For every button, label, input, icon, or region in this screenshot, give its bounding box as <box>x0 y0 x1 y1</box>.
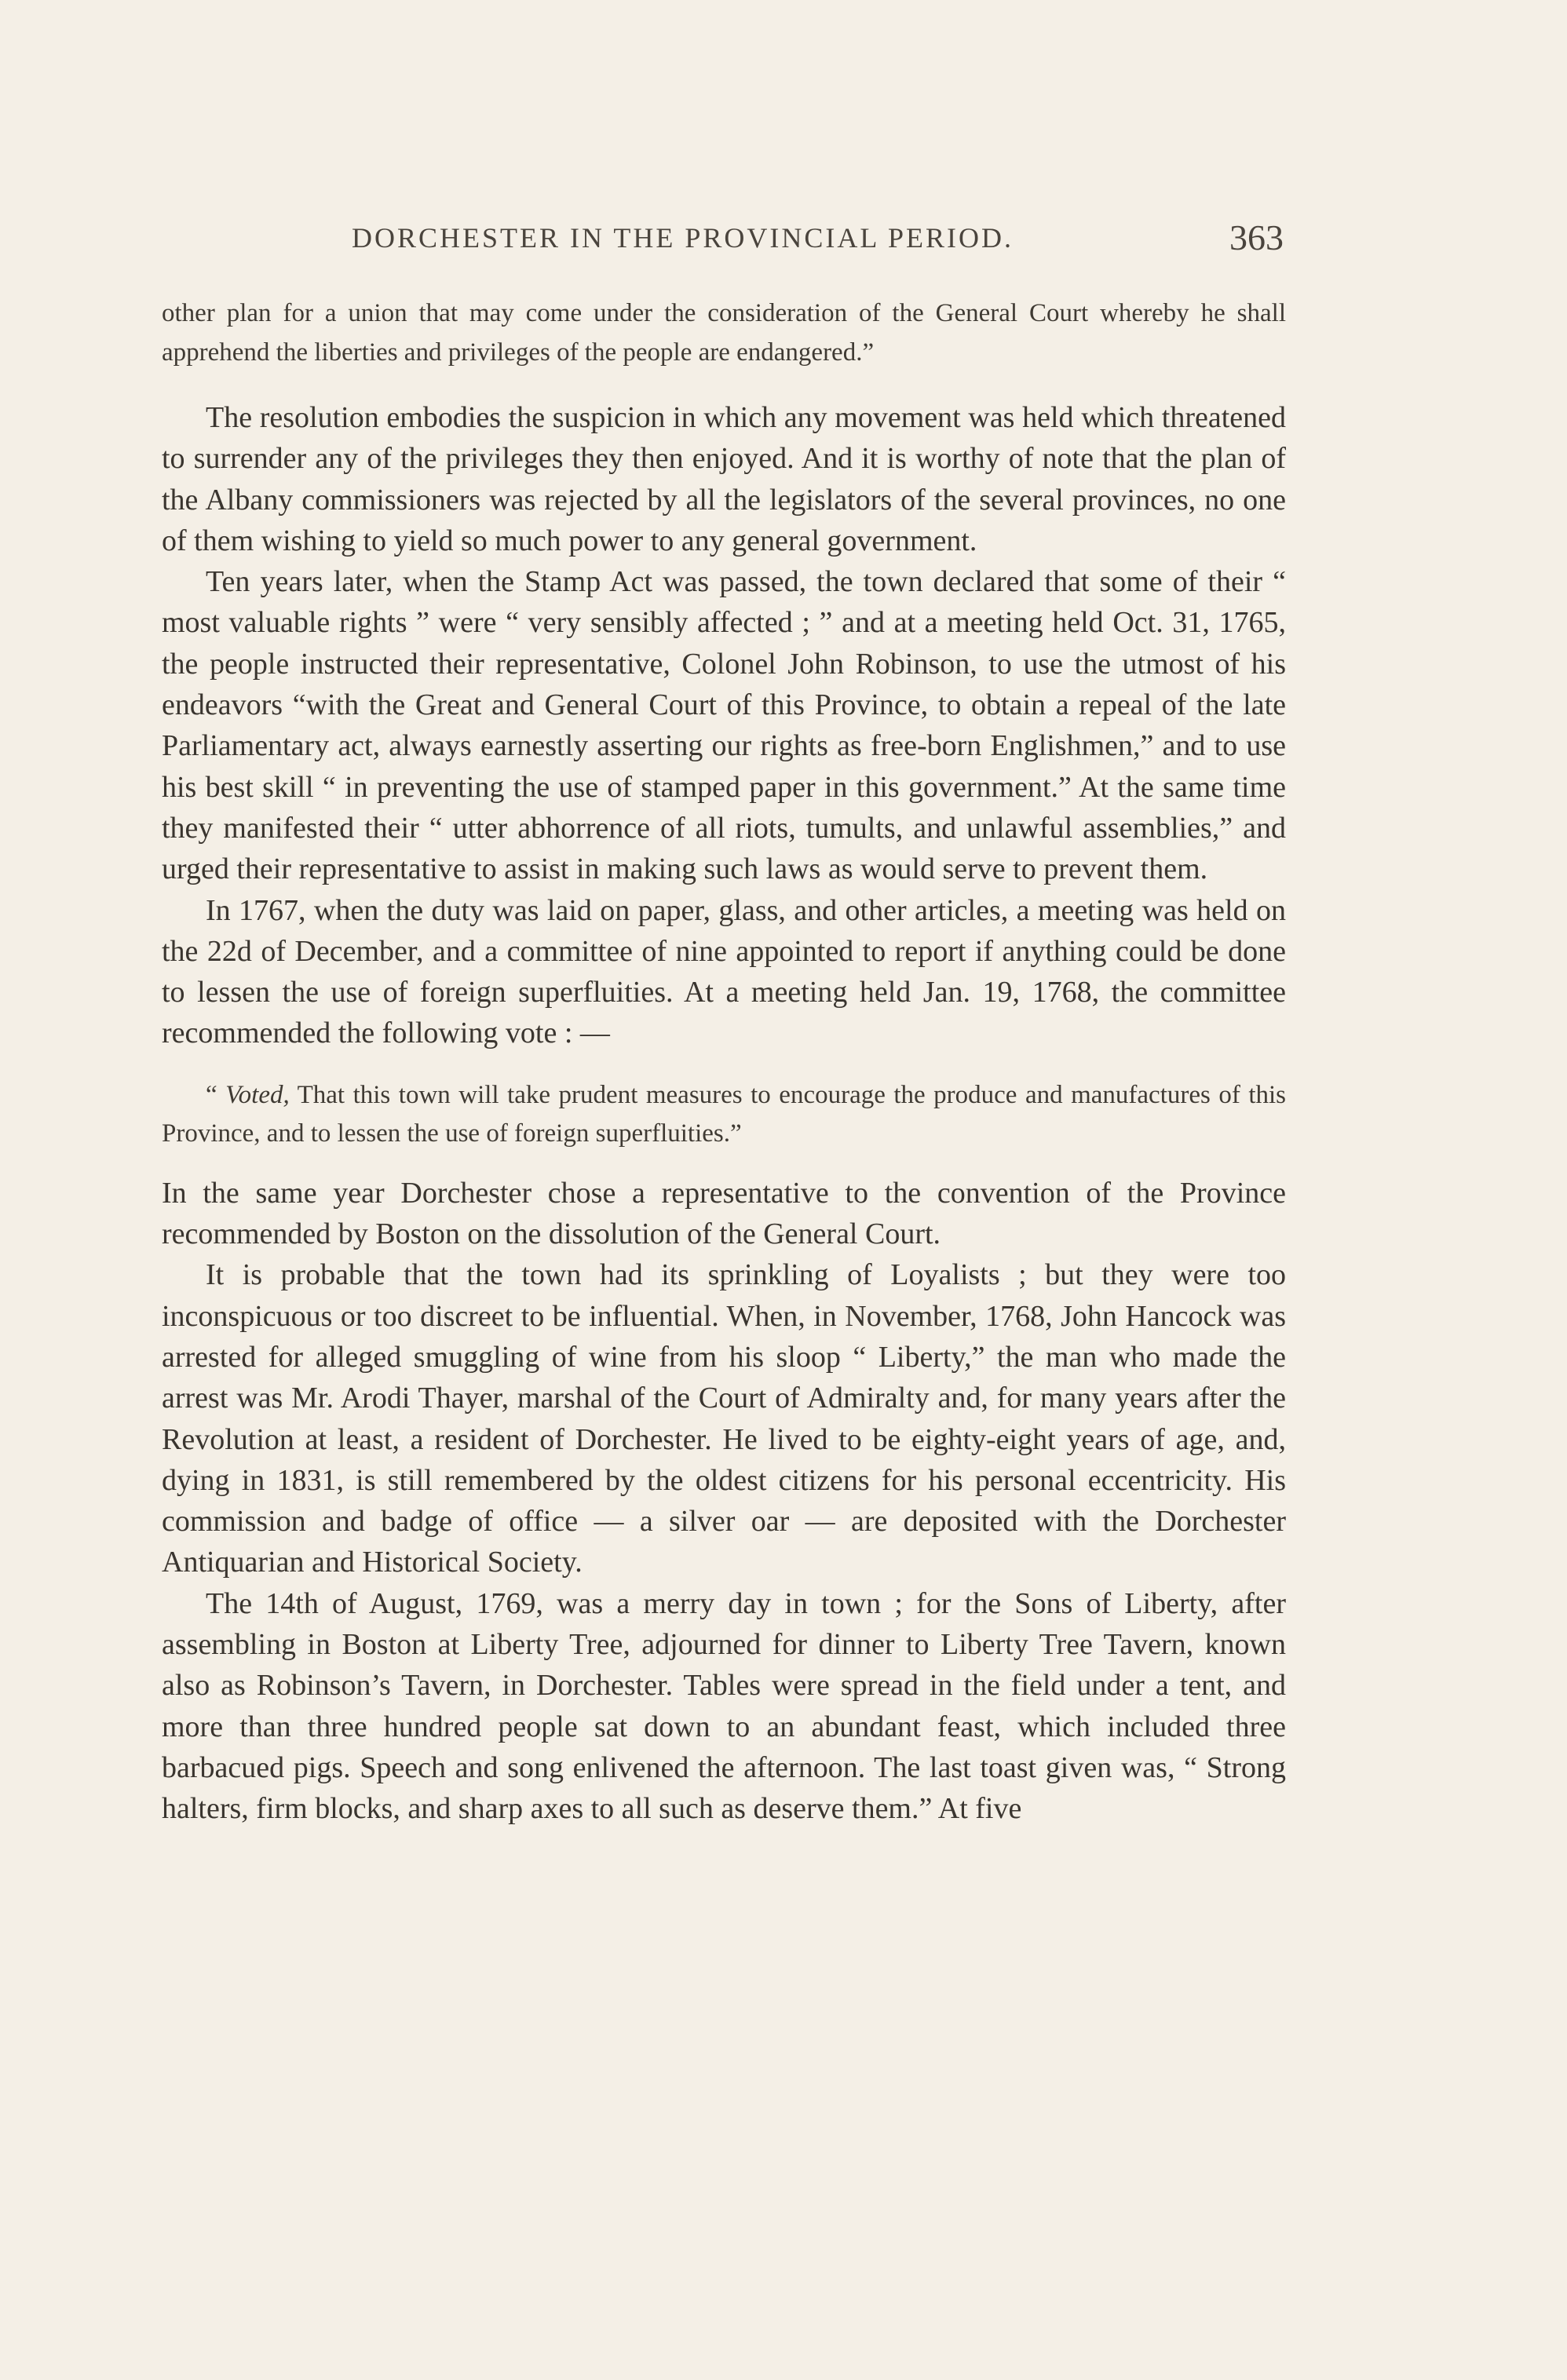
paragraph-stamp-act: Ten years later, when the Stamp Act was passed, the town declared that some of their “ most valuable rights ” were “ very sensibly affected ; ” and at a meeting held Oct. 31, 1765, the people instructed their representative, Colonel John Robinson, to use the utmost of his endeavors “with the Great and General Court of this Province, to obtain a repeal of the late Parliamentary act, always earnestly asserting our rights as free-born Englishmen,” and to use his best skill “ in preventing the use of stamped paper in this government.” At the same time they manifested their “ utter abhorrence of all riots, tumults, and unlawful assemblies,” and urged their representative to assist in making such laws as would serve to prevent them. <box>162 565 1286 886</box>
quote-open: “ <box>206 1080 226 1109</box>
page-number: 363 <box>1229 217 1284 257</box>
quote-voted: Voted, <box>225 1080 290 1109</box>
running-title: DORCHESTER IN THE PROVINCIAL PERIOD. <box>352 222 1014 254</box>
block-quote-vote <box>162 1076 1286 1154</box>
paragraph-duty-1767: In 1767, when the duty was laid on paper, glass, and other articles, a meeting was held on the 22d of December, and a committee of nine appointed to report if anything could be done to lessen the use of foreign superfluities. At a meeting held Jan. 19, 1768, the committee recommended the following vote : — <box>162 893 1286 1050</box>
text-block <box>162 294 1286 1830</box>
paragraph-convention: In the same year Dorchester chose a representative to the convention of the Province recommended by Boston on the dissolution of the General Court. <box>162 1176 1286 1251</box>
running-head <box>0 217 1567 268</box>
paragraph-sons-of-liberty: The 14th of August, 1769, was a merry day in town ; for the Sons of Liberty, after assembling in Boston at Liberty Tree, adjourned for dinner to Liberty Tree Tavern, known also as Robinson’s Tavern, in Dorchester. Tables were spread in the field under a tent, and more than three hundred people sat down to an abundant feast, which included three barbacued pigs. Speech and song enlivened the afternoon. The last toast given was, “ Strong halters, firm blocks, and sharp axes to all such as deserve them.” At five <box>162 1586 1286 1826</box>
paragraph-continued-quote: other plan for a union that may come under the consideration of the General Court whereby he shall apprehend the liberties and privileges of the people are endangered.” <box>162 299 1286 367</box>
paragraph-resolution: The resolution embodies the suspicion in which any movement was held which threatened to surrender any of the privileges they then enjoyed. And it is worthy of note that the plan of the Albany commissioners was rejected by all the legislators of the several provinces, no one of them wishing to yield so much power to any general government. <box>162 401 1286 557</box>
quote-rest: That this town will take prudent measures to encourage the produce and manufactures of this Province, and to lessen the use of foreign superfluities.” <box>162 1080 1286 1148</box>
paragraph-loyalists: It is probable that the town had its sprinkling of Loyalists ; but they were too inconspicuous or too discreet to be influential. When, in November, 1768, John Hancock was arrested for alleged smuggling of wine from his sloop “ Liberty,” the man who made the arrest was Mr. Arodi Thayer, marshal of the Court of Admiralty and, for many years after the Revolution at least, a resident of Dorchester. He lived to be eighty-eight years of age, and, dying in 1831, is still remembered by the oldest citizens for his personal eccentricity. His commission and badge of office — a silver oar — are deposited with the Dorchester Antiquarian and Historical Society. <box>162 1258 1286 1579</box>
